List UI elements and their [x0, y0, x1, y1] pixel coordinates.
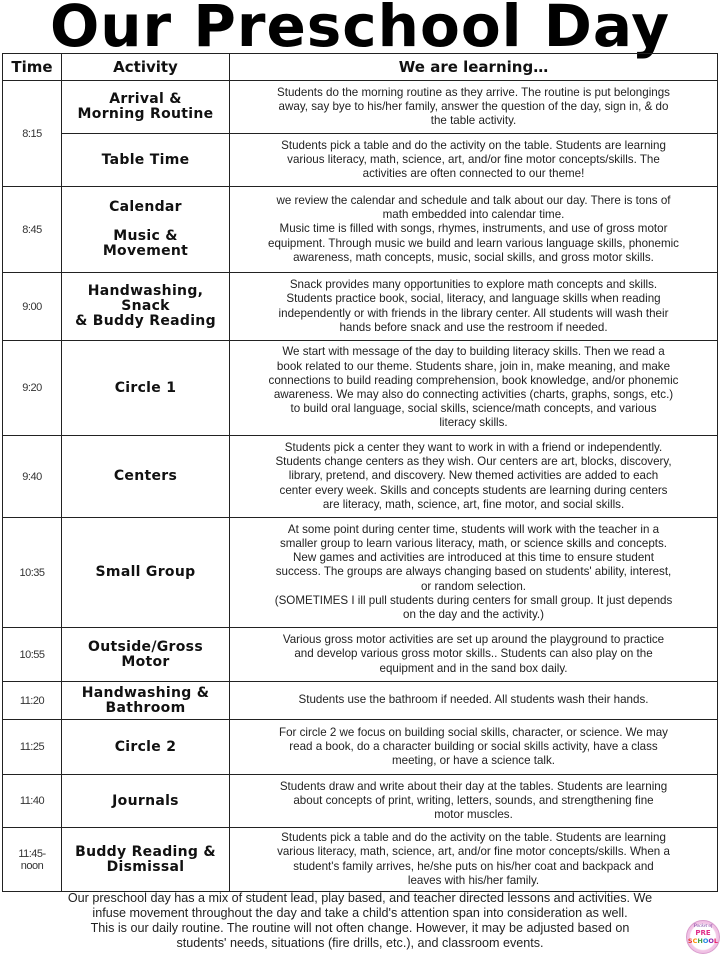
learning-description-cell — [230, 436, 718, 518]
activity-cell — [62, 341, 230, 436]
time-text: 11:25 — [19, 741, 45, 753]
activity-name: Circle 1 — [114, 379, 177, 396]
learning-description-cell — [230, 775, 718, 828]
description-line: various literacy, math, science, art, and/or fine motor concepts/skills. When a — [277, 845, 670, 859]
description-line: to build oral language, social skills, science/math concepts, and various — [290, 402, 657, 416]
description-line: At some point during center time, students will work with the teacher in a — [287, 522, 660, 536]
description-line: Various gross motor activities are set up around the playground to practice — [282, 633, 665, 647]
activity-cell — [62, 134, 230, 187]
header-learning: We are learning… — [230, 54, 718, 81]
activity-cell — [62, 775, 230, 828]
activity-name: Handwashing & — [81, 684, 210, 701]
activity-name: Movement — [102, 243, 189, 259]
header-activity: Activity — [62, 54, 230, 81]
description-line: and develop various gross motor skills.. Students can also play on the — [294, 647, 653, 661]
description-line: awareness. We may also do connecting activities (charts, graphs, songs, etc.) — [273, 388, 674, 401]
table-row — [3, 628, 718, 682]
description-line: Students practice book, social, literacy, and language skills when reading — [286, 292, 661, 306]
activity-name: & Buddy Reading — [75, 313, 216, 329]
footer-line: This is our daily routine. The routine will not often change. However, it may be adjusted based on — [90, 921, 630, 935]
description-line: or random selection. — [420, 579, 527, 593]
description-line: For circle 2 we focus on building social skills, character, or science. We may — [279, 725, 668, 739]
schedule-table — [2, 53, 718, 892]
time-text: 9:00 — [22, 300, 42, 313]
description-line: hands before snack and use the restroom if needed. — [339, 320, 608, 334]
activity-cell — [62, 273, 230, 341]
footer-line: students' needs, situations (fire drills, etc.), and classroom events. — [176, 936, 544, 950]
description-line: success. The groups are always changing based on students' ability, interest, — [275, 565, 672, 579]
time-cell — [3, 273, 62, 341]
activity-name: Dismissal — [106, 858, 185, 875]
time-cell — [3, 828, 62, 892]
activity-name: Buddy Reading & — [75, 843, 216, 860]
description-line: equipment. Through music we build and learn various language skills, phonemic — [268, 236, 679, 250]
footer-note — [4, 891, 716, 951]
description-line: on the day and the activity.) — [403, 608, 544, 621]
table-row — [3, 682, 718, 720]
time-cell — [3, 720, 62, 775]
time-cell — [3, 81, 62, 187]
schedule-body — [3, 81, 718, 892]
time-text: 11:40 — [19, 795, 45, 807]
activity-name: Outside/Gross — [88, 638, 203, 655]
footer-line: infuse movement throughout the day and take a child's attention span into consideration as well. — [92, 906, 628, 920]
description-line: various literacy, math, science, art, and/or fine motor concepts/skills. The — [287, 152, 660, 166]
description-line: library, pretend, and discovery. New themed activities are added to each — [288, 469, 659, 483]
description-line: activities are often connected to our theme! — [362, 167, 585, 181]
description-line: motor muscles. — [434, 808, 513, 822]
time-text: noon — [20, 859, 44, 872]
learning-description-cell — [230, 273, 718, 341]
description-line: book related to our theme. Students share, join in, make meaning, and make — [276, 359, 671, 373]
table-row — [3, 81, 718, 134]
learning-description-cell — [230, 682, 718, 720]
time-text: 11:20 — [19, 694, 45, 707]
description-line: Students pick a table and do the activity on the table. Students are learning — [281, 831, 666, 845]
time-text: 9:20 — [22, 382, 42, 394]
time-text: 10:35 — [19, 566, 45, 579]
description-line: Students change centers as they wish. Our centers are art, blocks, discovery, — [275, 455, 672, 469]
activity-name: Journals — [112, 792, 179, 809]
learning-description-cell — [230, 628, 718, 682]
header-time: Time — [3, 54, 62, 81]
time-cell — [3, 682, 62, 720]
description-line: the table activity. — [430, 114, 517, 128]
description-line: Students draw and write about their day at the tables. Students are learning — [279, 779, 668, 793]
time-cell — [3, 187, 62, 273]
time-cell — [3, 341, 62, 436]
time-cell — [3, 436, 62, 518]
time-cell — [3, 775, 62, 828]
description-line: Students pick a center they want to work in with a friend or independently. — [284, 440, 663, 454]
time-text: 8:45 — [22, 223, 42, 236]
footer-line: Our preschool day has a mix of student lead, play based, and teacher directed lessons and activities. We — [67, 891, 653, 905]
time-text: 8:15 — [22, 127, 42, 140]
description-line: connections to build reading comprehension, book knowledge, and/or phonemic — [268, 373, 679, 387]
activity-cell — [62, 81, 230, 134]
table-row — [3, 134, 718, 187]
learning-description-cell — [230, 341, 718, 436]
description-line: equipment and in the sand box daily. — [379, 661, 568, 675]
description-line: New games and activities are introduced at this time to ensure student — [293, 551, 654, 565]
description-line: read a book, do a character building or social skills activity, have a class — [289, 739, 658, 753]
description-line: (SOMETIMES I ill pull students during centers for small group. It just depends — [274, 593, 673, 607]
activity-cell — [62, 682, 230, 720]
logo-line3: SCHOOL — [687, 937, 719, 945]
description-line: Students use the bathroom if needed. All students wash their hands. — [298, 693, 649, 707]
learning-description-cell — [230, 187, 718, 273]
table-row — [3, 436, 718, 518]
activity-name: Morning Routine — [77, 106, 214, 122]
activity-name: Snack — [121, 298, 170, 314]
time-text: 9:40 — [22, 470, 42, 483]
time-text: 11:45- — [18, 847, 46, 860]
description-line: Music time is filled with songs, rhymes, instruments, and use of gross motor — [279, 222, 668, 236]
activity-name: Motor — [121, 653, 170, 670]
description-line: literacy skills. — [439, 416, 508, 430]
activity-name: Calendar — [109, 199, 182, 215]
table-row — [3, 187, 718, 273]
activity-name: Handwashing, — [87, 283, 204, 299]
description-line: we review the calendar and schedule and talk about our day. There is tons of — [276, 193, 671, 207]
description-line: student's family arrives, he/she puts on his/her coat and backpack and — [293, 859, 654, 873]
activity-cell — [62, 828, 230, 892]
learning-description-cell — [230, 828, 718, 892]
description-line: smaller group to learn various literacy, math, or science skills and concepts. — [279, 536, 668, 550]
description-line: We start with message of the day to building literacy skills. Then we read a — [282, 345, 665, 359]
activity-name: Circle 2 — [114, 738, 177, 755]
description-line: about concepts of print, writing, letters, sounds, and strengthening fine — [293, 793, 654, 807]
description-line: are literacy, math, science, art, fine motor, and social skills. — [322, 497, 625, 511]
preschool-logo-icon — [686, 920, 720, 954]
activity-name — [66, 215, 225, 229]
learning-description-cell — [230, 134, 718, 187]
activity-name: Table Time — [101, 151, 190, 168]
table-row — [3, 518, 718, 628]
learning-description-cell — [230, 720, 718, 775]
table-row — [3, 775, 718, 828]
table-row — [3, 828, 718, 892]
time-cell — [3, 518, 62, 628]
time-cell — [3, 628, 62, 682]
description-line: Students pick a table and do the activity on the table. Students are learning — [281, 138, 666, 152]
time-text: 10:55 — [19, 648, 45, 661]
activity-cell — [62, 436, 230, 518]
activity-name: Music & — [113, 228, 178, 244]
description-line: awareness, math concepts, music, social skills, and gross motor skills. — [293, 250, 654, 264]
table-row — [3, 341, 718, 436]
activity-name: Small Group — [95, 564, 196, 580]
description-line: Students do the morning routine as they arrive. The routine is put belongings — [277, 85, 670, 99]
description-line: math embedded into calendar time. — [382, 208, 565, 222]
activity-cell — [62, 628, 230, 682]
activity-cell — [62, 187, 230, 273]
description-line: Snack provides many opportunities to explore math concepts and skills. — [289, 278, 658, 292]
activity-name: Bathroom — [105, 699, 186, 716]
description-line: leaves with his/her family. — [407, 873, 540, 887]
learning-description-cell — [230, 81, 718, 134]
table-header-row — [3, 54, 718, 81]
page-title: Our Preschool Day — [49, 0, 671, 60]
activity-cell — [62, 518, 230, 628]
description-line: center every week. Skills and concepts students are learning during centers — [279, 483, 668, 497]
table-row — [3, 273, 718, 341]
logo-line1: Pocket of — [693, 924, 713, 929]
table-row — [3, 720, 718, 775]
logo-line2: PRE — [695, 929, 711, 937]
description-line: independently or with friends in the library center. All students will wash their — [278, 306, 669, 320]
activity-name: Arrival & — [109, 91, 182, 107]
activity-name: Centers — [113, 468, 178, 484]
description-line: away, say bye to his/her family, answer the question of the day, sign in, & do — [278, 99, 669, 113]
learning-description-cell — [230, 518, 718, 628]
description-line: meeting, or have a science talk. — [391, 754, 556, 768]
activity-cell — [62, 720, 230, 775]
